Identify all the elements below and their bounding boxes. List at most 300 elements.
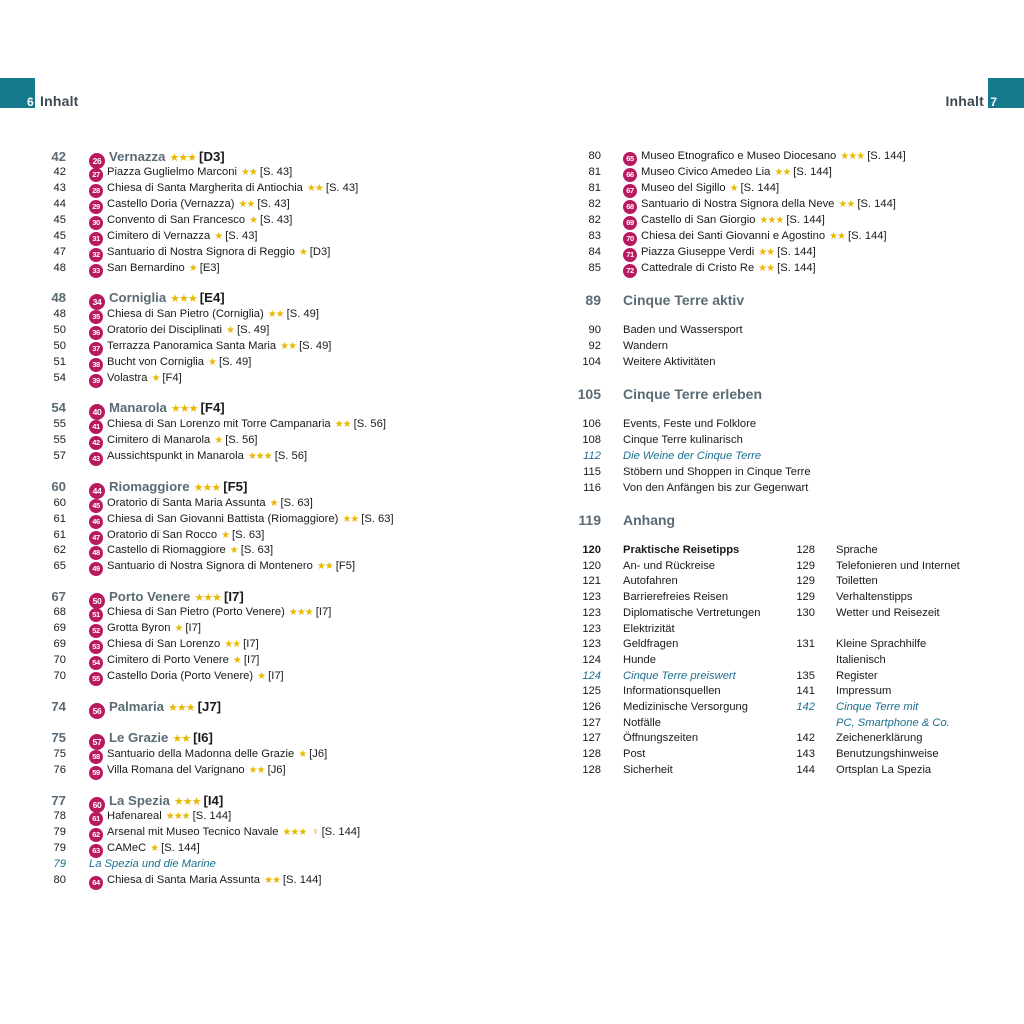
- toc-entry: [0, 260, 512, 276]
- toc-entry: [0, 652, 512, 668]
- entry-page-number: 65: [53, 560, 66, 572]
- location-marker-icon: 70: [623, 232, 637, 246]
- star-rating-icon: ★★: [263, 875, 280, 886]
- entry-page-number: 50: [53, 340, 66, 352]
- entry-page-number: 68: [53, 606, 66, 618]
- entry-title: Chiesa di San Pietro (Corniglia): [107, 308, 264, 320]
- star-rating-icon: ★: [257, 671, 266, 682]
- toc-entry: [0, 164, 512, 180]
- map-reference: [S. 56]: [274, 450, 308, 462]
- toc-main-entry: [0, 289, 512, 307]
- entry-page-number: 106: [582, 418, 601, 430]
- map-reference: [F5]: [335, 560, 356, 572]
- entry-title: Benutzungshinweise: [836, 748, 939, 760]
- toc-entry: [512, 354, 1024, 370]
- entry-page-number: 142: [796, 732, 815, 744]
- entry-title: Von den Anfängen bis zur Gegenwart: [623, 482, 809, 494]
- entry-page-number: 60: [53, 497, 66, 509]
- star-rating-icon: ★★: [238, 199, 255, 210]
- entry-page-number: 57: [53, 450, 66, 462]
- entry-text: [89, 448, 307, 466]
- entry-page-number: 80: [53, 874, 66, 886]
- location-marker-icon: 71: [623, 248, 637, 262]
- entry-page-number: 74: [51, 699, 66, 714]
- toc-entry: [0, 244, 512, 260]
- entry-page-number: 43: [53, 182, 66, 194]
- entry-title: Chiesa di San Giovanni Battista (Riomaggiore): [107, 513, 339, 525]
- entry-title: Grotta Byron: [107, 622, 171, 634]
- toc-entry: [512, 589, 1024, 605]
- entry-title: Santuario di Nostra Signora della Neve: [641, 198, 835, 210]
- entry-text: [623, 480, 808, 496]
- map-reference: [S. 144]: [740, 182, 780, 194]
- entry-text: [836, 746, 939, 762]
- entry-page-number: 85: [588, 262, 601, 274]
- entry-page-number: 61: [53, 513, 66, 525]
- star-rating-icon: ★★: [829, 231, 846, 242]
- entry-text: [836, 683, 891, 699]
- location-marker-icon: 68: [623, 200, 637, 214]
- location-marker-icon: 54: [89, 656, 103, 670]
- entry-title: Oratorio dei Disciplinati: [107, 324, 223, 336]
- entry-page-number: 76: [53, 764, 66, 776]
- toc-entry: [512, 652, 1024, 668]
- entry-title: Barrierefreies Reisen: [623, 591, 729, 603]
- entry-page-number: 79: [53, 842, 66, 854]
- entry-page-number: 123: [582, 607, 601, 619]
- toc-entry: [512, 448, 1024, 464]
- toc-entry: [0, 636, 512, 652]
- entry-text: [836, 668, 878, 684]
- map-reference: [I7]: [185, 622, 201, 634]
- star-rating-icon: ★★★: [170, 293, 197, 305]
- entry-page-number: 50: [53, 324, 66, 336]
- toc-entry: [0, 196, 512, 212]
- entry-page-number: 55: [53, 434, 66, 446]
- toc-entry: [512, 605, 1024, 621]
- map-reference: [I7]: [268, 670, 284, 682]
- toc-entry: [0, 620, 512, 636]
- entry-text: [836, 730, 922, 746]
- star-rating-icon: ★: [188, 263, 197, 274]
- entry-text: [623, 432, 743, 448]
- map-reference: [S. 43]: [260, 214, 293, 226]
- entry-title: Sicherheit: [623, 764, 673, 776]
- entry-text: [836, 573, 878, 589]
- toc-entry: [0, 448, 512, 464]
- entry-page-number: 78: [53, 810, 66, 822]
- star-rating-icon: ★★★: [282, 827, 307, 838]
- entry-title: Die Weine der Cinque Terre: [623, 450, 762, 462]
- star-rating-icon: ★: [298, 247, 307, 258]
- entry-text: [89, 872, 321, 890]
- toc-entry: [512, 244, 1024, 260]
- toc-main-entry: [0, 478, 512, 496]
- entry-text: [623, 322, 743, 338]
- entry-text: [89, 370, 182, 388]
- entry-page-number: 45: [53, 230, 66, 242]
- toc-main-entry: [0, 698, 512, 716]
- map-reference: [S. 144]: [282, 874, 322, 886]
- entry-text: [836, 762, 931, 778]
- entry-title: Convento di San Francesco: [107, 214, 246, 226]
- entry-page-number: 70: [53, 670, 66, 682]
- toc-entry: [0, 746, 512, 762]
- entry-page-number: 70: [53, 654, 66, 666]
- toc-entry: [0, 808, 512, 824]
- toc-entry: [0, 370, 512, 386]
- entry-page-number: 123: [582, 591, 601, 603]
- toc-entry: [512, 322, 1024, 338]
- entry-title: Öffnungszeiten: [623, 732, 699, 744]
- toc-entry: [512, 212, 1024, 228]
- location-marker-icon: 60: [89, 797, 105, 813]
- toc-entry: [0, 228, 512, 244]
- map-reference: [E4]: [199, 290, 225, 305]
- entry-page-number: 112: [583, 450, 601, 462]
- map-reference: [F4]: [162, 372, 182, 384]
- section-title: Cinque Terre aktiv: [623, 292, 745, 308]
- entry-title: Medizinische Versorgung: [623, 701, 748, 713]
- star-rating-icon: ★: [729, 183, 738, 194]
- map-reference: [S. 144]: [867, 150, 906, 162]
- toc-entry: [0, 306, 512, 322]
- entry-title: San Bernardino: [107, 262, 185, 274]
- entry-page-number: 127: [582, 732, 601, 744]
- toc-entry: [0, 432, 512, 448]
- toc-entry: [0, 322, 512, 338]
- entry-title: Manarola: [109, 400, 167, 415]
- entry-text: [836, 605, 940, 621]
- location-marker-icon: 57: [89, 734, 105, 750]
- entry-text: [836, 715, 950, 731]
- map-reference: [F5]: [223, 479, 248, 494]
- entry-title: Aussichtspunkt in Manarola: [107, 450, 244, 462]
- map-reference: [S. 144]: [793, 166, 832, 178]
- location-marker-icon: 27: [89, 168, 103, 182]
- entry-page-number: 79: [53, 826, 66, 838]
- location-marker-icon: 41: [89, 420, 103, 434]
- entry-text: [836, 636, 926, 652]
- entry-title: Chiesa di Santa Maria Assunta: [107, 874, 260, 886]
- entry-title: Santuario di Nostra Signora di Reggio: [107, 246, 295, 258]
- right-page: [512, 0, 1024, 1024]
- toc-entry: [0, 542, 512, 558]
- entry-text: [89, 856, 216, 872]
- star-rating-icon: ★★★: [170, 403, 198, 415]
- entry-title: Arsenal mit Museo Tecnico Navale: [107, 826, 279, 838]
- entry-title: Oratorio di San Rocco: [107, 529, 218, 541]
- entry-page-number: 69: [53, 638, 66, 650]
- location-marker-icon: 37: [89, 342, 103, 356]
- toc-entry: [0, 212, 512, 228]
- entry-page-number: 129: [796, 591, 815, 603]
- entry-page-number: 126: [582, 701, 601, 713]
- toc-entry: [512, 746, 1024, 762]
- map-reference: [S. 49]: [218, 356, 252, 368]
- star-rating-icon: ★: [214, 435, 223, 446]
- location-marker-icon: 40: [89, 404, 105, 420]
- entry-page-number: 55: [53, 418, 66, 430]
- child-icon: ♀: [311, 826, 320, 838]
- map-reference: [S. 144]: [192, 810, 232, 822]
- entry-title: Chiesa dei Santi Giovanni e Agostino: [641, 230, 826, 242]
- entry-text: [89, 260, 220, 278]
- map-reference: [S. 144]: [848, 230, 887, 242]
- map-reference: [S. 144]: [321, 826, 361, 838]
- entry-page-number: 60: [51, 479, 66, 494]
- entry-title: Stöbern und Shoppen in Cinque Terre: [623, 466, 811, 478]
- entry-page-number: 129: [796, 560, 815, 572]
- map-reference: [S. 43]: [225, 230, 258, 242]
- map-reference: [S. 43]: [259, 166, 293, 178]
- entry-text: [623, 621, 675, 637]
- toc-entry: [512, 668, 1024, 684]
- entry-page-number: 54: [51, 400, 66, 415]
- toc-entry: [512, 164, 1024, 180]
- page-number-right: 7: [990, 95, 997, 109]
- toc-entry: [0, 511, 512, 527]
- entry-page-number: 42: [51, 149, 66, 164]
- entry-title: Wandern: [623, 340, 668, 352]
- entry-title: Villa Romana del Varignano: [107, 764, 245, 776]
- star-rating-icon: ★★: [774, 167, 791, 178]
- toc-entry: [512, 464, 1024, 480]
- entry-title: Verhaltenstipps: [836, 591, 913, 603]
- entry-title: Le Grazie: [109, 730, 169, 745]
- entry-title: Register: [836, 670, 878, 682]
- entry-page-number: 90: [588, 324, 601, 336]
- entry-page-number: 144: [796, 764, 815, 776]
- entry-title: Events, Feste und Folklore: [623, 418, 757, 430]
- star-rating-icon: ★: [232, 655, 241, 666]
- entry-page-number: 81: [588, 166, 601, 178]
- star-rating-icon: ★★: [240, 167, 257, 178]
- star-rating-icon: ★★★: [173, 796, 201, 808]
- toc-entry: [512, 730, 1024, 746]
- map-reference: [I6]: [193, 730, 213, 745]
- toc-entry: [0, 558, 512, 574]
- entry-title: Santuario di Nostra Signora di Montenero: [107, 560, 313, 572]
- map-reference: [D3]: [309, 246, 331, 258]
- star-rating-icon: ★★★: [193, 482, 221, 494]
- entry-title: Castello di San Giorgio: [641, 214, 756, 226]
- entry-title: Chiesa di San Lorenzo mit Torre Campanaria: [107, 418, 331, 430]
- map-reference: [E3]: [199, 262, 220, 274]
- toc-entry: [512, 558, 1024, 574]
- entry-page-number: 108: [582, 434, 601, 446]
- entry-page-number: 130: [796, 607, 815, 619]
- star-rating-icon: ★★: [267, 309, 284, 320]
- star-rating-icon: ★: [151, 373, 160, 384]
- location-marker-icon: 43: [89, 452, 103, 466]
- entry-page-number: 82: [588, 198, 601, 210]
- star-rating-icon: ★★: [172, 733, 191, 745]
- entry-title: Kleine Sprachhilfe: [836, 638, 927, 650]
- entry-title: Riomaggiore: [109, 479, 190, 494]
- toc-entry: [512, 573, 1024, 589]
- location-marker-icon: 46: [89, 515, 103, 529]
- entry-page-number: 62: [53, 544, 66, 556]
- map-reference: [S. 49]: [299, 340, 332, 352]
- entry-title: Bucht von Corniglia: [107, 356, 205, 368]
- star-rating-icon: ★★: [306, 183, 323, 194]
- toc-main-entry: [0, 399, 512, 417]
- location-marker-icon: 52: [89, 624, 103, 638]
- star-rating-icon: ★★★: [169, 152, 197, 164]
- toc-entry: [0, 338, 512, 354]
- entry-text: [89, 558, 355, 576]
- entry-title: Porto Venere: [109, 589, 191, 604]
- entry-title: Volastra: [107, 372, 148, 384]
- map-reference: [S. 63]: [280, 497, 313, 509]
- toc-entry: [512, 416, 1024, 432]
- location-marker-icon: 61: [89, 812, 103, 826]
- entry-title: Sprache: [836, 544, 878, 556]
- entry-page-number: 44: [53, 198, 66, 210]
- location-marker-icon: 31: [89, 232, 103, 246]
- map-reference: [F4]: [200, 400, 225, 415]
- toc-entry: [0, 668, 512, 684]
- star-rating-icon: ★★★: [840, 151, 865, 162]
- star-rating-icon: ★: [298, 749, 307, 760]
- entry-text: [836, 542, 878, 558]
- map-reference: [I7]: [243, 638, 259, 650]
- entry-page-number: 48: [51, 290, 66, 305]
- location-marker-icon: 48: [89, 546, 103, 560]
- entry-page-number: 115: [583, 466, 601, 478]
- entry-text: [836, 558, 960, 574]
- location-marker-icon: 62: [89, 828, 103, 842]
- location-marker-icon: 28: [89, 184, 103, 198]
- entry-title: Impressum: [836, 685, 892, 697]
- location-marker-icon: 42: [89, 436, 103, 450]
- star-rating-icon: ★★: [224, 639, 241, 650]
- section-page-number: 105: [577, 386, 601, 402]
- entry-page-number: 54: [53, 372, 66, 384]
- toc-entry: [512, 432, 1024, 448]
- toc-entry: [512, 542, 1024, 558]
- star-rating-icon: ★★: [758, 247, 775, 258]
- entry-page-number: 124: [582, 670, 601, 682]
- section-title: Anhang: [623, 512, 676, 528]
- map-reference: [S. 144]: [857, 198, 896, 210]
- entry-page-number: 51: [53, 356, 66, 368]
- entry-title: Ortsplan La Spezia: [836, 764, 932, 776]
- toc-entry: [0, 180, 512, 196]
- entry-title: Telefonieren und Internet: [836, 560, 960, 572]
- entry-title: PC, Smartphone & Co.: [836, 717, 950, 729]
- entry-title: Hunde: [623, 654, 656, 666]
- toc-entry: [0, 416, 512, 432]
- entry-page-number: 123: [582, 623, 601, 635]
- entry-title: Cinque Terre kulinarisch: [623, 434, 743, 446]
- entry-title: Museo Etnografico e Museo Diocesano: [641, 150, 837, 162]
- map-reference: [S. 63]: [232, 529, 265, 541]
- entry-page-number: 120: [582, 544, 601, 556]
- location-marker-icon: 65: [623, 152, 637, 166]
- entry-text: [836, 589, 913, 605]
- toc-entry: [0, 856, 512, 872]
- location-marker-icon: 36: [89, 326, 103, 340]
- entry-page-number: 48: [53, 262, 66, 274]
- entry-title: Chiesa di Santa Margherita di Antiochia: [107, 182, 303, 194]
- star-rating-icon: ★: [226, 325, 234, 336]
- map-reference: [S. 144]: [161, 842, 200, 854]
- toc-entry: [512, 338, 1024, 354]
- location-marker-icon: 39: [89, 374, 103, 388]
- entry-page-number: 135: [796, 670, 815, 682]
- entry-title: Zeichenerklärung: [836, 732, 923, 744]
- entry-page-number: 129: [796, 575, 815, 587]
- star-rating-icon: ★★★: [165, 811, 190, 822]
- location-marker-icon: 32: [89, 248, 103, 262]
- entry-title: Castello di Riomaggiore: [107, 544, 226, 556]
- section-page-number: 89: [585, 292, 601, 308]
- entry-title: Cimitero di Vernazza: [107, 230, 211, 242]
- location-marker-icon: 66: [623, 168, 637, 182]
- location-marker-icon: 53: [89, 640, 103, 654]
- map-reference: [S. 144]: [777, 246, 816, 258]
- toc-entry: [512, 228, 1024, 244]
- entry-title: La Spezia: [109, 793, 170, 808]
- location-marker-icon: 58: [89, 750, 103, 764]
- entry-title: Piazza Giuseppe Verdi: [641, 246, 755, 258]
- entry-page-number: 141: [796, 685, 815, 697]
- star-rating-icon: ★★★: [194, 592, 221, 604]
- toc-entry: [512, 148, 1024, 164]
- entry-text: [623, 448, 761, 464]
- entry-title: Cimitero di Porto Venere: [107, 654, 229, 666]
- toc-entry: [0, 824, 512, 840]
- map-reference: [I7]: [223, 589, 244, 604]
- entry-title: Piazza Guglielmo Marconi: [107, 166, 237, 178]
- entry-page-number: 83: [588, 230, 601, 242]
- entry-page-number: 104: [582, 356, 601, 368]
- entry-title: Autofahren: [623, 575, 678, 587]
- location-marker-icon: 29: [89, 200, 103, 214]
- star-rating-icon: ★★: [334, 419, 351, 430]
- toc-entry: [0, 762, 512, 778]
- entry-title: Notfälle: [623, 717, 661, 729]
- toc-entry: [0, 527, 512, 543]
- section-title: Cinque Terre erleben: [623, 386, 763, 402]
- star-rating-icon: ★★: [248, 765, 265, 776]
- entry-page-number: 131: [796, 638, 815, 650]
- entry-page-number: 124: [582, 654, 601, 666]
- page-number-left: 6: [27, 95, 34, 109]
- entry-title: Informationsquellen: [623, 685, 721, 697]
- entry-title: Cattedrale di Cristo Re: [641, 262, 755, 274]
- location-marker-icon: 35: [89, 310, 103, 324]
- star-rating-icon: ★★: [758, 263, 775, 274]
- entry-text: [836, 652, 886, 668]
- entry-page-number: 75: [51, 730, 66, 745]
- location-marker-icon: 34: [89, 294, 105, 310]
- header-title-left: Inhalt: [40, 93, 79, 109]
- entry-page-number: 128: [582, 764, 601, 776]
- entry-page-number: 120: [582, 560, 601, 572]
- star-rating-icon: ★★★: [288, 607, 313, 618]
- entry-page-number: 42: [53, 166, 66, 178]
- entry-page-number: 128: [796, 544, 815, 556]
- star-rating-icon: ★★★: [247, 451, 272, 462]
- toc-entry: [512, 621, 1024, 637]
- entry-page-number: 123: [582, 638, 601, 650]
- entry-text: [623, 354, 715, 370]
- entry-title: Weitere Aktivitäten: [623, 356, 716, 368]
- location-marker-icon: 56: [89, 703, 105, 719]
